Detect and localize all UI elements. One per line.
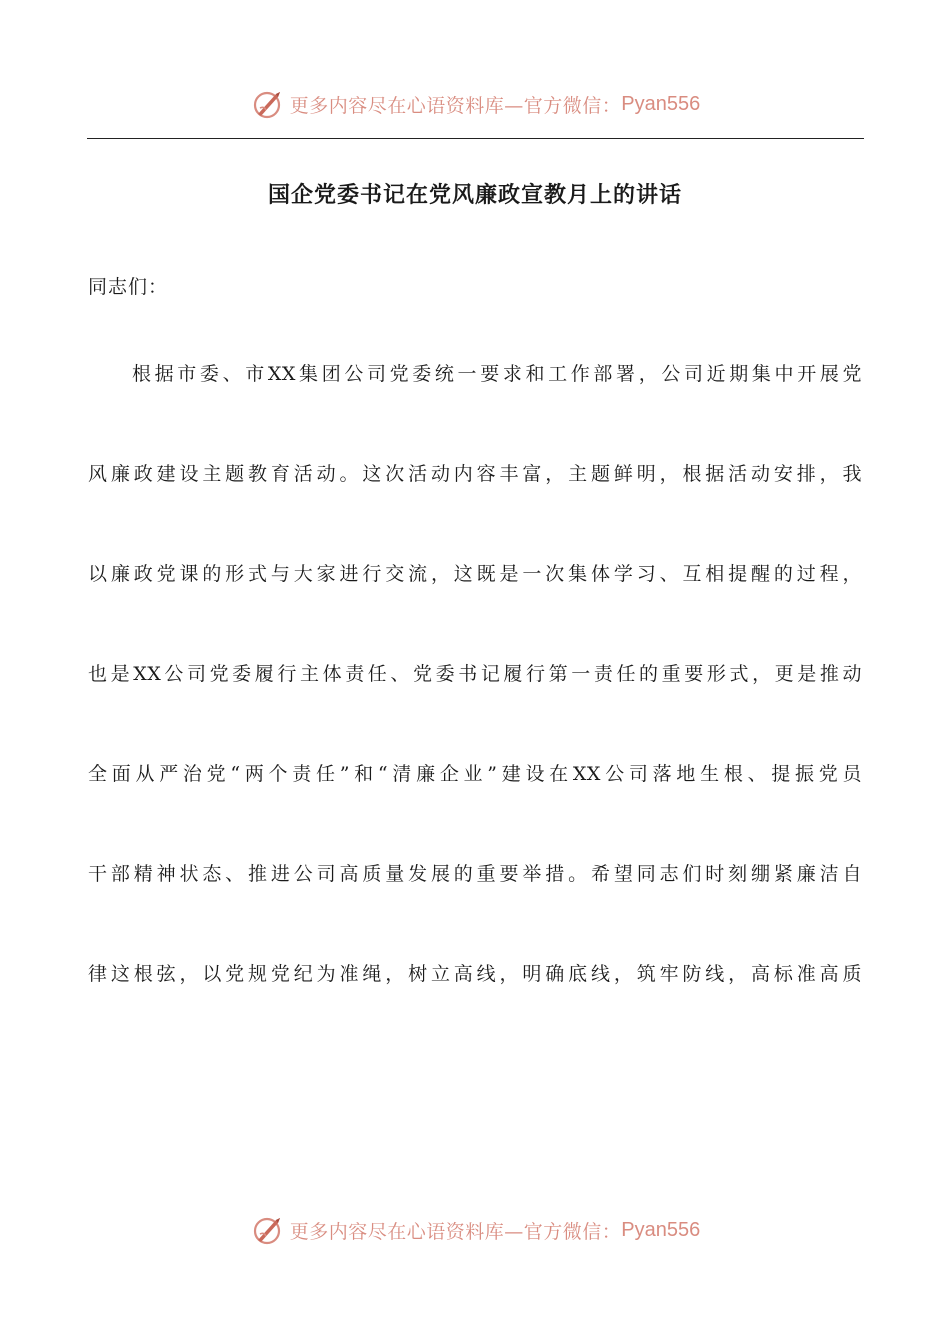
salutation: 同志们： [88, 276, 169, 298]
body-line: 以廉政党课的形式与大家进行交流，这既是一次集体学习、互相提醒的过程， [88, 563, 862, 585]
header-divider [87, 138, 864, 139]
footer-wechat-id: Pyan556 [621, 1218, 701, 1241]
body-line: 根据市委、市XX集团公司党委统一要求和工作部署，公司近期集中开展党 [132, 363, 862, 385]
body-line: 风廉政建设主题教育活动。这次活动内容丰富，主题鲜明，根据活动安排，我 [88, 463, 862, 485]
document-title: 国企党委书记在党风廉政宣教月上的讲话 [267, 183, 682, 208]
pen-logo-icon [250, 86, 286, 122]
header-slogan: 更多内容尽在心语资料库—官方微信： [289, 94, 622, 117]
body-line: 全面从严治党“两个责任”和“清廉企业”建设在XX公司落地生根、提振党员 [88, 763, 862, 785]
pen-logo-icon [250, 1212, 286, 1248]
footer-banner [0, 1210, 950, 1250]
header-wechat-id: Pyan556 [621, 92, 701, 115]
body-text [88, 358, 862, 1058]
footer-slogan: 更多内容尽在心语资料库—官方微信： [289, 1220, 622, 1243]
body-line: 也是XX公司党委履行主体责任、党委书记履行第一责任的重要形式，更是推动 [88, 663, 862, 685]
body-line: 干部精神状态、推进公司高质量发展的重要举措。希望同志们时刻绷紧廉洁自 [88, 863, 862, 885]
body-line: 律这根弦，以党规党纪为准绳，树立高线，明确底线，筑牢防线，高标准高质 [88, 963, 862, 985]
header-banner [0, 84, 950, 124]
